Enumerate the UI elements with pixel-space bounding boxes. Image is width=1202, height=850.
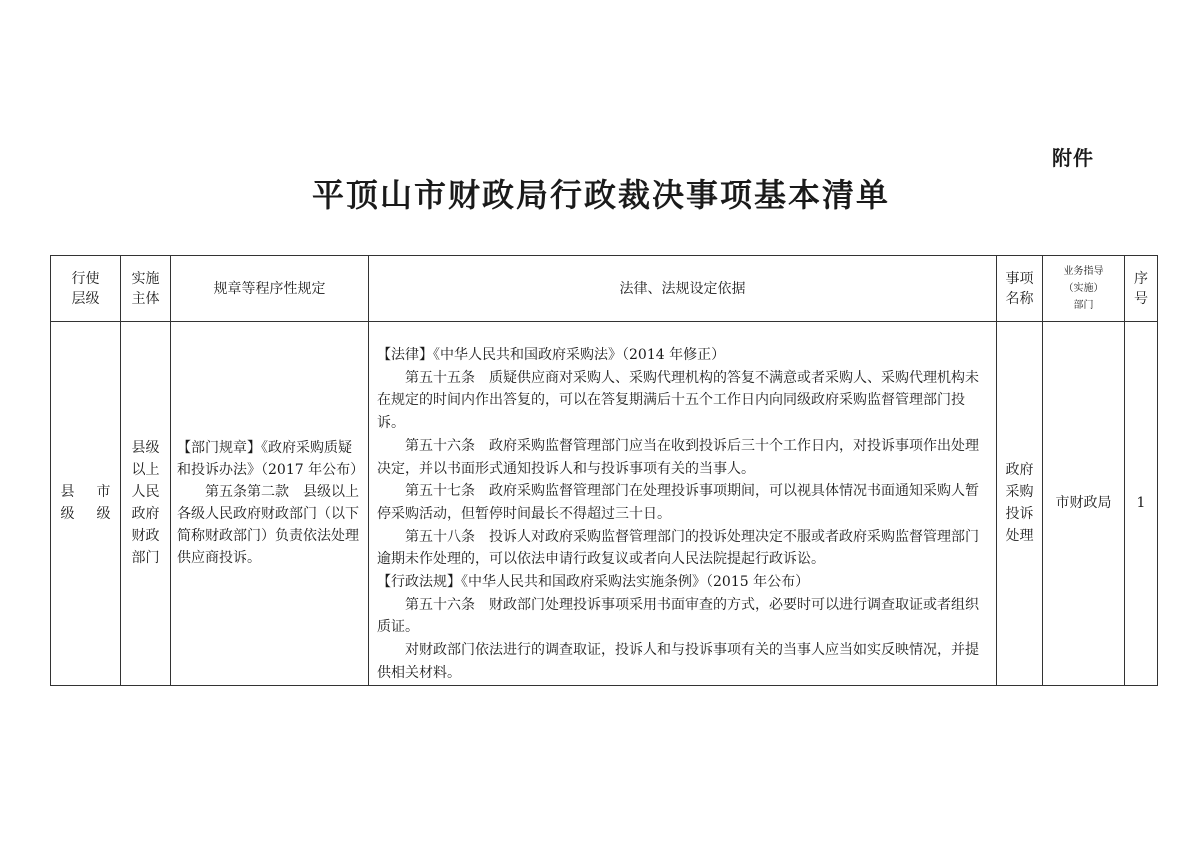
cell-level xyxy=(51,322,121,686)
law-paragraph: 第五十六条 财政部门处理投诉事项采用书面审查的方式，必要时可以进行调查取证或者组织质证。 xyxy=(377,596,979,636)
cell-law xyxy=(369,322,997,686)
cell-seq: 1 xyxy=(1125,322,1158,686)
law-paragraph: 第五十八条 投诉人对政府采购监督管理部门的投诉处理决定不服或者政府采购监督管理部门逾期未作处理的，可以依法申请行政复议或者向人民法院提起行政诉讼。 xyxy=(377,528,979,568)
table-header-row xyxy=(51,256,1158,322)
header-law: 法律、法规设定依据 xyxy=(369,256,997,322)
law-paragraph: 第五十七条 政府采购监督管理部门在处理投诉事项期间，可以视具体情况书面通知采购人暂停采购活动，但暂停时间最长不得超过三十日。 xyxy=(377,483,979,522)
law-paragraph: 第五十六条 政府采购监督管理部门应当在收到投诉后三十个工作日内，对投诉事项作出处理决定，并以书面形式通知投诉人和与投诉事项有关的当事人。 xyxy=(377,437,979,477)
level-county: 县级 xyxy=(60,484,75,523)
law-paragraph: 【行政法规】《中华人民共和国政府采购法实施条例》（2015 年公布） xyxy=(377,574,810,591)
regulation-paragraph: 第五条第二款 县级以上各级人民政府财政部门（以下简称财政部门）负责依法处理供应商投诉。 xyxy=(177,484,359,567)
header-dept-line: 业务指导 xyxy=(1063,266,1104,277)
header-subject: 实施主体 xyxy=(121,256,171,322)
header-item: 事项名称 xyxy=(997,256,1043,322)
page-title: 平顶山市财政局行政裁决事项基本清单 xyxy=(311,176,890,214)
header-regulation: 规章等程序性规定 xyxy=(171,256,369,322)
cell-subject: 县级以上人民政府财政部门 xyxy=(121,322,171,686)
header-seq: 序号 xyxy=(1125,256,1158,322)
cell-dept: 市财政局 xyxy=(1043,322,1125,686)
header-dept-line: （实施） xyxy=(1063,283,1104,294)
law-paragraph: 第五十五条 质疑供应商对采购人、采购代理机构的答复不满意或者采购人、采购代理机构未在规定的时间内作出答复的，可以在答复期满后十五个工作日内向同级政府采购监督管理部门投诉。 xyxy=(377,369,979,432)
level-city: 市级 xyxy=(96,484,111,523)
law-paragraph: 对财政部门依法进行的调查取证，投诉人和与投诉事项有关的当事人应当如实反映情况，并提供相关材料。 xyxy=(377,642,979,681)
header-dept-line: 部门 xyxy=(1073,300,1094,311)
cell-item: 政府采购投诉处理 xyxy=(997,322,1043,686)
header-level: 行使层级 xyxy=(51,256,121,322)
item-list-table xyxy=(50,255,1158,686)
table-row xyxy=(51,322,1158,686)
header-dept xyxy=(1043,256,1125,322)
regulation-paragraph: 【部门规章】《政府采购质疑和投诉办法》（2017 年公布） xyxy=(177,440,365,479)
law-paragraph: 【法律】《中华人民共和国政府采购法》（2014 年修正） xyxy=(377,347,726,363)
attachment-label: 附件 xyxy=(1052,146,1094,170)
cell-regulation xyxy=(171,322,369,686)
